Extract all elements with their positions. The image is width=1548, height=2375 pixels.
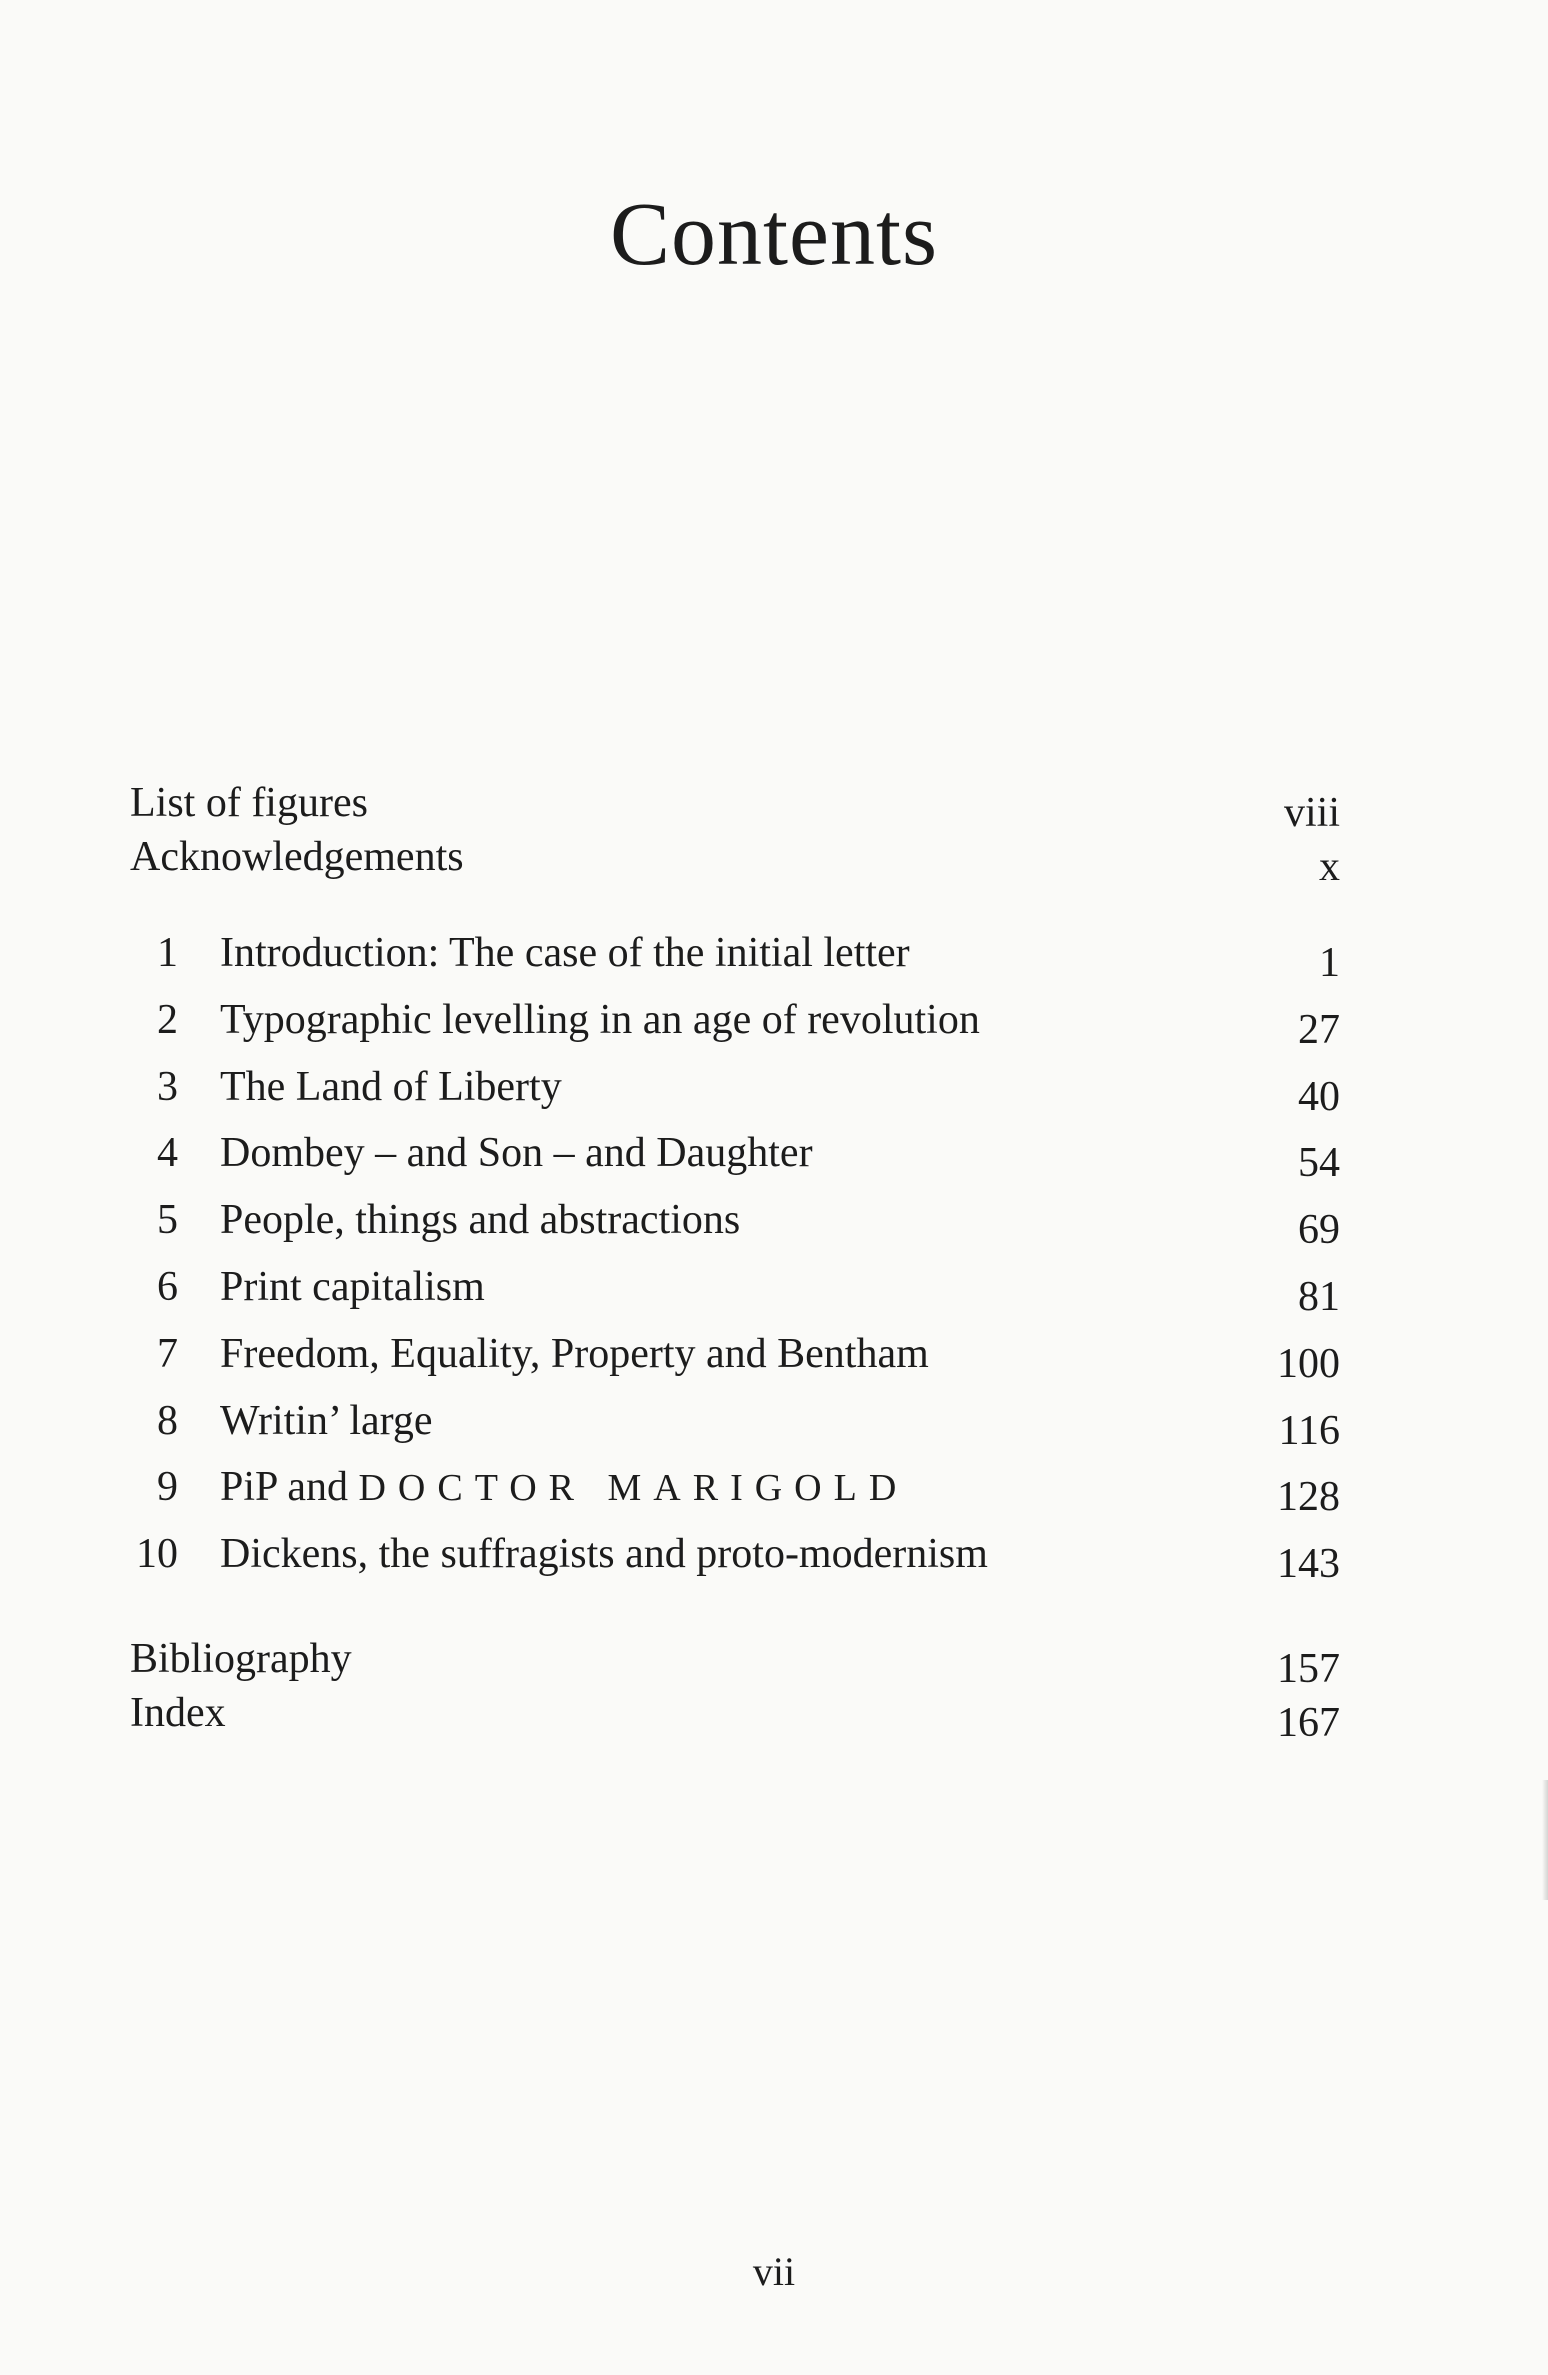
entry-page-number: 27 [1298,1006,1340,1053]
chapter-number: 1 [157,930,178,976]
front-matter-list [130,782,1340,890]
entry-page-number: 69 [1298,1207,1340,1254]
chapter-title: Freedom, Equality, Property and Bentham [220,1330,929,1377]
toc-entry-bibliography[interactable] [130,1638,1340,1692]
entry-page-number: 40 [1298,1073,1340,1120]
toc-entry-chapter-2[interactable] [130,996,1340,1066]
chapter-title-part1: PiP and [220,1464,348,1511]
chapter-number: 4 [157,1130,178,1177]
entry-title: Bibliography [130,1636,352,1682]
chapter-number: 9 [157,1464,178,1511]
chapter-number: 2 [157,996,178,1043]
toc-entry-chapter-9[interactable] [130,1466,1340,1533]
entry-page-number: 157 [1277,1646,1340,1692]
chapter-title: People, things and abstractions [220,1197,741,1244]
toc-entry-chapter-5[interactable] [130,1199,1340,1266]
entry-page-number: 143 [1277,1541,1340,1588]
chapter-title: Typographic levelling in an age of revolution [220,996,980,1043]
chapter-title: Writin’ large [220,1397,433,1444]
chapter-title: Print capitalism [220,1263,485,1310]
entry-page-number: 81 [1298,1273,1340,1320]
toc-entry-chapter-7[interactable] [130,1330,1340,1400]
toc-entry-chapter-1[interactable] [130,932,1340,999]
chapter-number: 8 [157,1397,178,1444]
chapter-title: Introduction: The case of the initial letter [220,930,910,976]
entry-page-number: 54 [1298,1140,1340,1187]
chapter-title-smallcaps: DOCTOR MARIGOLD [358,1467,909,1510]
entry-title: List of figures [130,780,368,826]
entry-page-number: 128 [1277,1474,1340,1521]
toc-entry-list-of-figures[interactable] [130,782,1340,836]
toc-entry-chapter-10[interactable] [130,1533,1340,1600]
page-edge-shadow [1542,1780,1548,1900]
chapter-list [130,932,1340,1600]
toc-entry-acknowledgements[interactable] [130,836,1340,890]
chapter-title: Dickens, the suffragists and proto-modernism [220,1531,988,1578]
entry-page-number: x [1319,844,1340,890]
toc-entry-chapter-4[interactable] [130,1132,1340,1199]
toc-entry-chapter-3[interactable] [130,1063,1340,1133]
entry-title: Acknowledgements [130,834,464,880]
chapter-number: 7 [157,1330,178,1377]
entry-page-number: 167 [1277,1700,1340,1746]
folio-page-number: vii [752,2249,796,2294]
entry-title: Index [130,1690,226,1736]
chapter-number: 6 [157,1263,178,1310]
entry-page-number: viii [1283,790,1340,836]
page-title: Contents [609,185,938,284]
chapter-number: 10 [136,1531,178,1578]
toc-entry-chapter-6[interactable] [130,1263,1340,1333]
chapter-title [220,1464,909,1511]
chapter-title: The Land of Liberty [220,1063,562,1110]
entry-page-number: 1 [1319,940,1340,986]
chapter-number: 5 [157,1197,178,1244]
chapter-title: Dombey – and Son – and Daughter [220,1130,813,1177]
toc-entry-index[interactable] [130,1692,1340,1746]
chapter-number: 3 [157,1063,178,1110]
entry-page-number: 116 [1278,1407,1340,1454]
back-matter-list [130,1638,1340,1746]
toc-entry-chapter-8[interactable] [130,1397,1340,1467]
entry-page-number: 100 [1277,1340,1340,1387]
